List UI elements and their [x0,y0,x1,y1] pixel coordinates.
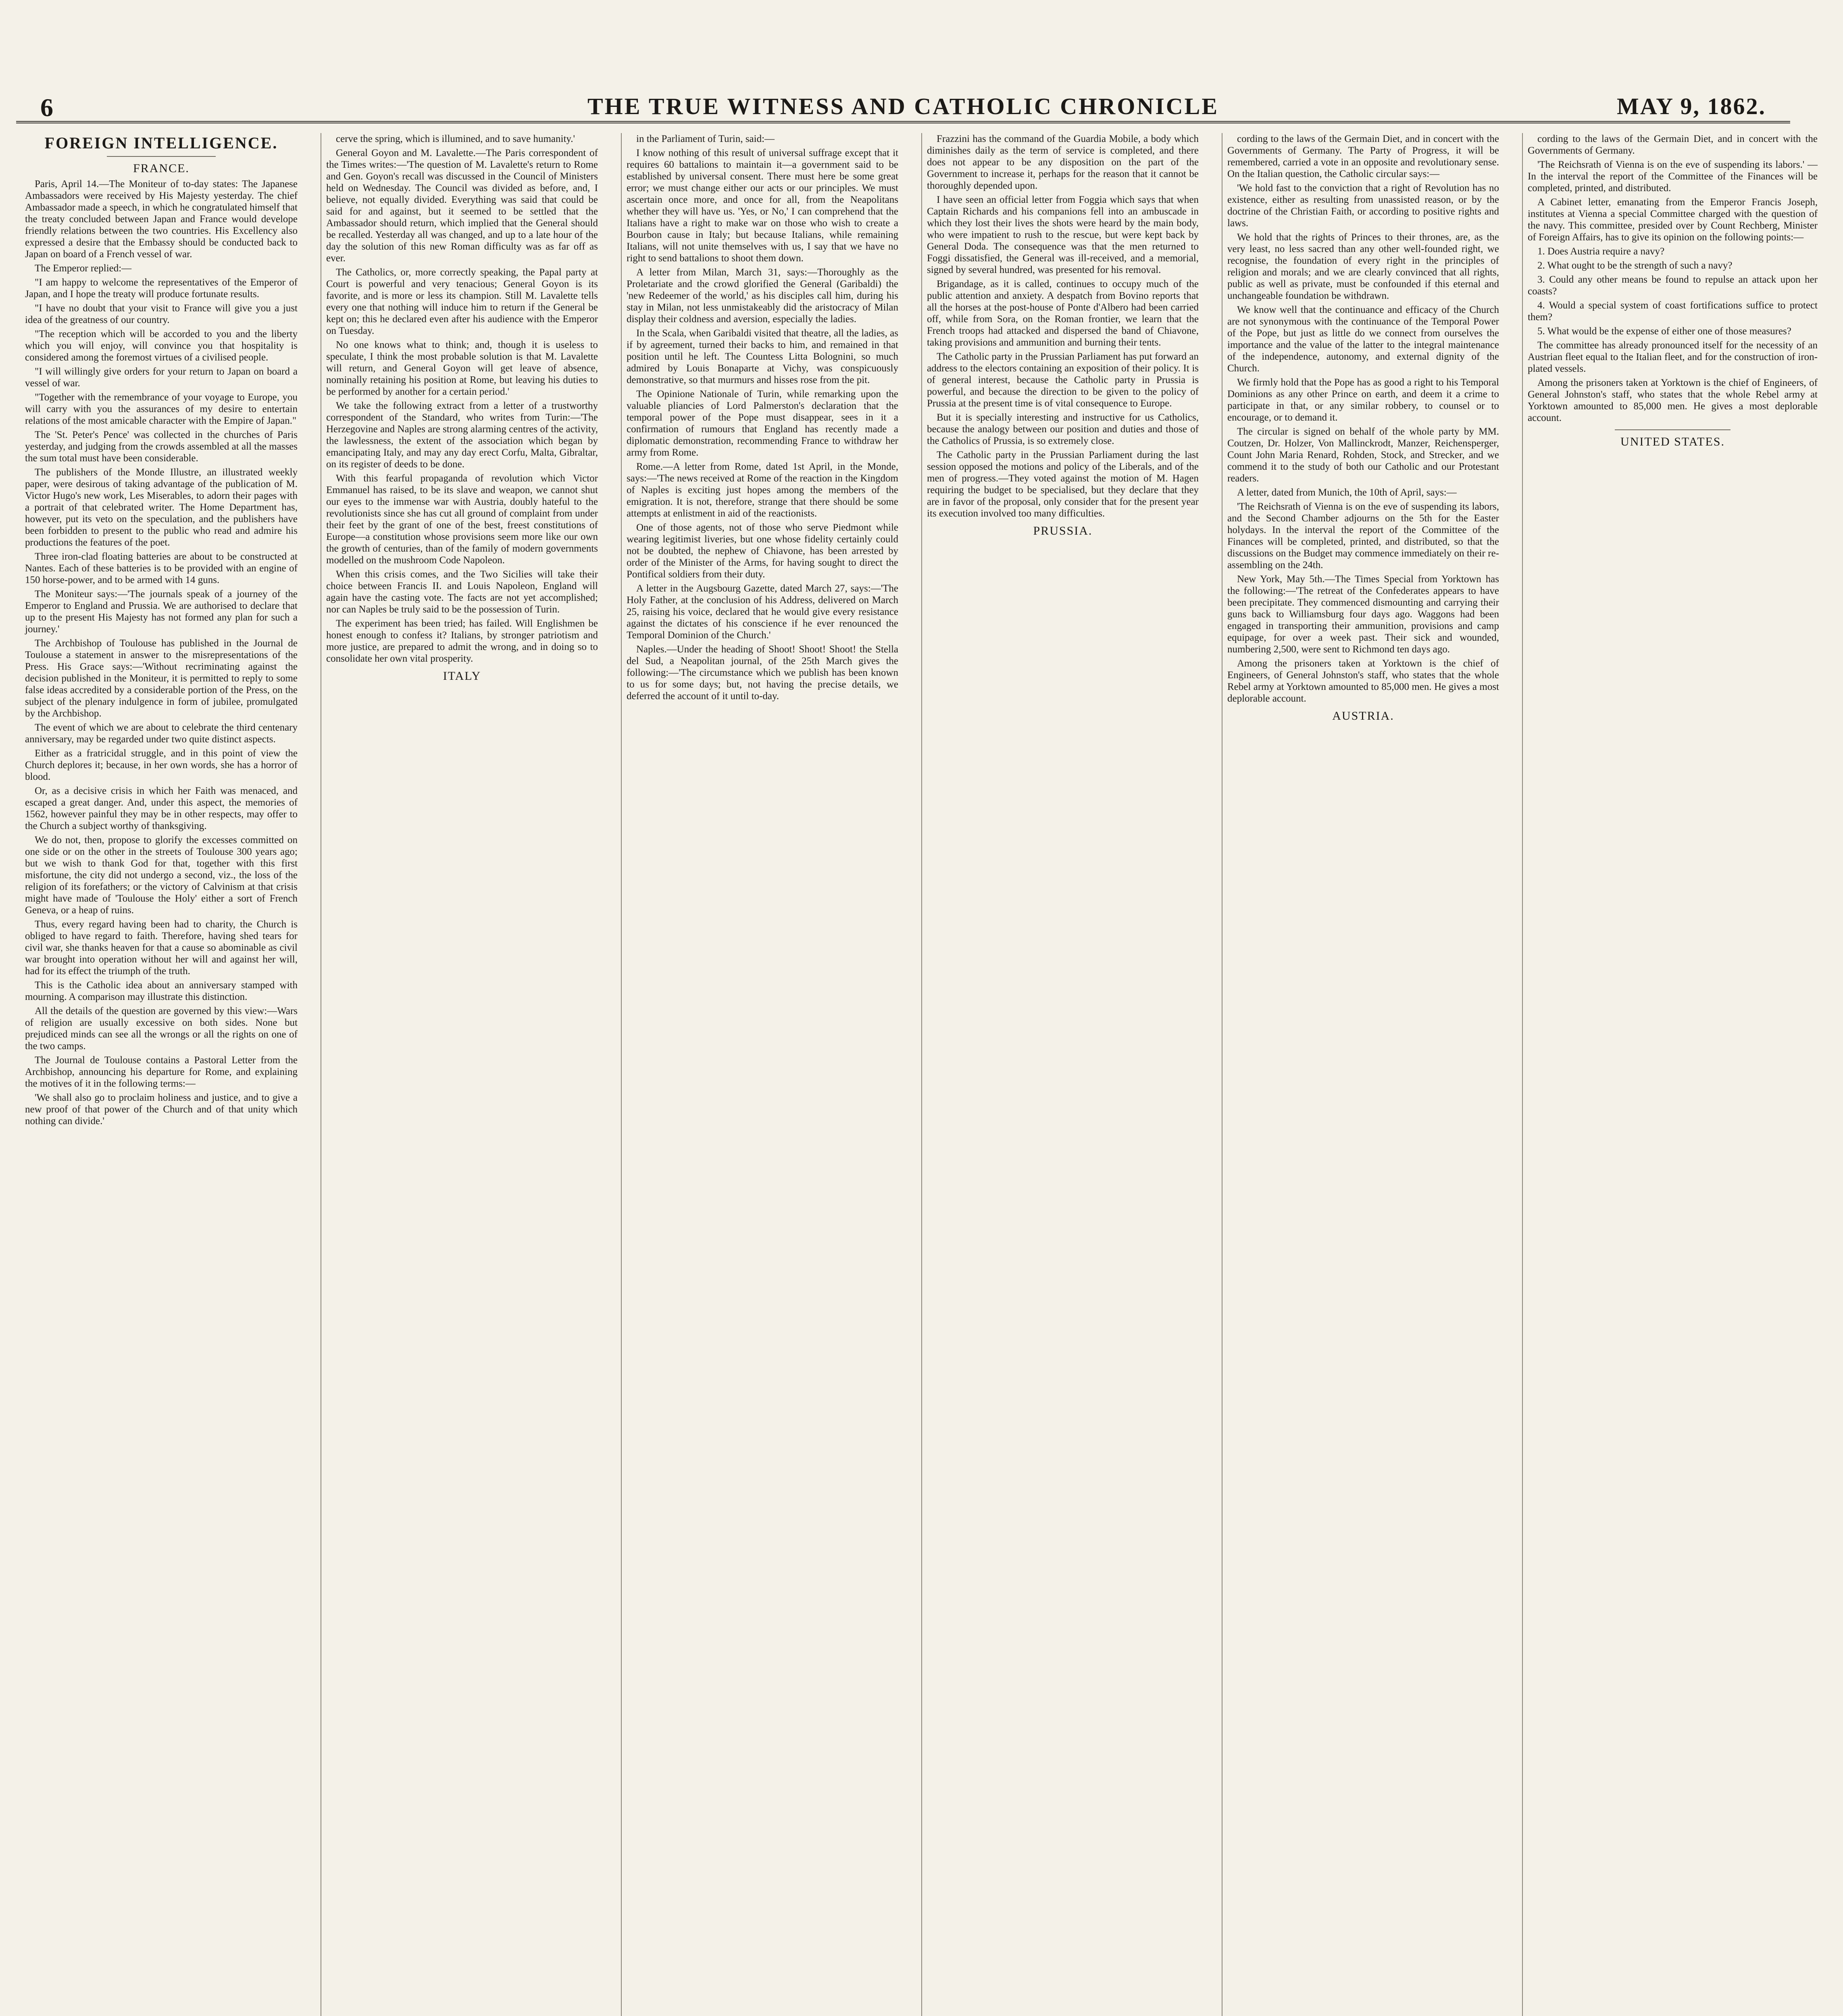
column-body [25,178,298,1127]
article-paragraph: 3. Could any other means be found to repulse an attack upon her coasts? [1528,274,1818,297]
column-1 [20,133,302,2016]
article-paragraph: Brigandage, as it is called, continues to occupy much of the public attention and anxiety. A despatch from Bovino reports that all the horses at the post-house of Ponte d'Albero had been carried off, while from Sora, on the Roman frontier, we learn that the French troops had attacked and dispersed the band of Chiavone, taking provisions and ammunition and burning their tents. [927,279,1199,348]
divider [107,156,216,157]
column-5 [1222,133,1504,2016]
column-body [1227,133,1499,704]
article-paragraph: "Together with the remembrance of your voyage to Europe, you will carry with you the assurances of my desire to entertain relations of the most amicable character with the Empire of Japan." [25,392,298,426]
column-body [927,133,1199,519]
divider [1615,429,1731,430]
article-paragraph: Thus, every regard having been had to charity, the Church is obliged to have regard to faith. Therefore, having shed tears for civil war, she thanks heaven for that a cause so abominable as civil war brought into operation without her will and against her will, had for its effect the triumph of the truth. [25,919,298,977]
article-paragraph: The Emperor replied:— [35,263,132,274]
newspaper-title: THE TRUE WITNESS AND CATHOLIC CHRONICLE [587,93,1219,119]
section-heading-foreign: FOREIGN INTELLIGENCE. [44,134,278,152]
column-2 [321,133,603,2016]
article-paragraph: Paris, April 14.—The Moniteur of to-day states: The Japanese Ambassadors were received by His Majesty yesterday. The chief Ambassador made a speech, in which he congratulated himself that the treaty concluded between Japan and France would develope friendly relations between the two countries. His Excellency also expressed a desire that the Embassy should be conducted back to Japan on board of a French vessel of war. [25,179,298,260]
article-paragraph: A letter, dated from Munich, the 10th of April, says:— [1237,487,1457,498]
column-4 [921,133,1204,2016]
page-number: 6 [40,93,53,122]
article-paragraph: We take the following extract from a letter of a trustworthy correspondent of the Standard, who writes from Turin:—'The Herzegovine and Naples are strong alarming centres of the activity, the lawlessness, the extent of the association which began by emancipating Italy, and may any day erect Corfu, Malta, Gibraltar, on its register of deeds to be done. [326,400,598,470]
article-paragraph: 5. What would be the expense of either one of those measures? [1537,326,1791,337]
article-paragraph: We firmly hold that the Pope has as good a right to his Temporal Dominions as any other Prince on earth, and deem it a crime to participate in that, or any similar robbery, to counsel or to encourage, or to demand it. [1227,377,1499,423]
article-paragraph: When this crisis comes, and the Two Sicilies will take their choice between Francis II. and Louis Napoleon, England will again have the casting vote. The facts are not yet accomplished; nor can Naples be truly said to be the possession of Turin. [326,569,598,615]
article-paragraph: Frazzini has the command of the Guardia Mobile, a body which diminishes daily as the term of service is completed, and there does not appear to be any disposition on the part of the Government to increase it, perhaps for the reason that it cannot be thoroughly depended upon. [927,133,1199,191]
column-body [627,133,898,702]
article-paragraph: 'We hold fast to the conviction that a right of Revolution has no existence, either as resulting from unassisted reason, or by the doctrine of the Christian Faith, or according to positive rights and laws. [1227,183,1499,229]
article-paragraph: The Catholic party in the Prussian Parliament has put forward an address to the electors containing an exposition of their policy. It is of general interest, because the Catholic party in Prussia is powerful, and because the direction to be given to the policy of Prussia at the present time is of vital consequence to Europe. [927,351,1199,409]
article-paragraph: The Moniteur says:—'The journals speak of a journey of the Emperor to England and Prussia. We are authorised to declare that up to the present His Majesty has not formed any plan for such a journey.' [25,589,298,635]
article-paragraph: The experiment has been tried; has failed. Will Englishmen be honest enough to confess it? Italians, by stronger patriotism and more justice, are prepared to admit the wrong, and in doing so to consolidate her own vital prosperity. [326,618,598,664]
section-heading-italy: ITALY [443,669,481,683]
article-paragraph: No one knows what to think; and, though it is useless to speculate, I think the most probable solution is that M. Lavalette will return, and General Goyon will get leave of absence, nominally retaining his position at Rome, but leaving his duties to be performed by another for a certain period.' [326,339,598,397]
column-body [326,133,598,664]
article-paragraph: But it is specially interesting and instructive for us Catholics, because the analogy between our position and duties and those of the Catholics of Prussia, is so extremely close. [927,412,1199,446]
article-paragraph: We know well that the continuance and efficacy of the Church are not synonymous with the continuance of the Temporal Power of the Pope, but just as little do we connect from ourselves the importance and the value of the latter to the integral maintenance of the independence, autonomy, and external dignity of the Church. [1227,304,1499,374]
article-paragraph: Either as a fratricidal struggle, and in this point of view the Church deplores it; because, in her own words, she has a horror of blood. [25,748,298,782]
issue-date: MAY 9, 1862. [1616,93,1766,119]
article-paragraph: The Opinione Nationale of Turin, while remarking upon the valuable pliancies of Lord Palmerston's declaration that the temporal power of the Pope must disappear, sees in it a confirmation of rumours that England has recently made a diplomatic demonstration, recommending France to withdraw her army from Rome. [627,389,898,458]
article-paragraph: 'The Reichsrath of Vienna is on the eve of suspending its labors.' — In the interval the report of the Committee of the Finances will be completed, printed, and distributed. [1528,159,1818,194]
masthead [16,93,1790,123]
article-paragraph: The event of which we are about to celebrate the third centenary anniversary, may be regarded under two quite distinct aspects. [25,722,298,745]
article-paragraph: "I will willingly give orders for your return to Japan on board a vessel of war. [25,366,298,389]
article-paragraph: cording to the laws of the Germain Diet, and in concert with the Governments of Germany. [1528,133,1818,156]
article-paragraph: "I am happy to welcome the representatives of the Emperor of Japan, and I hope the treaty will produce fortunate results. [25,277,298,300]
article-paragraph: Three iron-clad floating batteries are about to be constructed at Nantes. Each of these batteries is to be provided with an engine of 150 horse-power, and to be armed with 14 guns. [25,551,298,585]
article-paragraph: In the Scala, when Garibaldi visited that theatre, all the ladies, as if by agreement, turned their backs to him, and remained in that position until he left. The Countess Litta Bolognini, so much admired by Louis Bonaparte at Vichy, was conspicuously demonstrative, so that murmurs and hisses rose from the pit. [627,328,898,385]
article-paragraph: The Catholics, or, more correctly speaking, the Papal party at Court is powerful and very tenacious; General Goyon is its favorite, and is more or less its champion. Still M. Lavalette tells every one that nothing will induce him to return if the General be kept on; this he declared even after his audience with the Emperor on Tuesday. [326,267,598,336]
article-paragraph: Among the prisoners taken at Yorktown is the chief of Engineers, of General Johnston's staff, who states that the whole Rebel army at Yorktown amounted to 85,000 men. He gives a most deplorable account. [1227,658,1499,704]
article-paragraph: One of those agents, not of those who serve Piedmont while wearing legitimist liveries, but one whose fidelity certainly could not be doubted, the nephew of Chiavone, has been arrested by order of the Minister of the Arms, for having sought to direct the Pontifical soldiers from their duty. [627,522,898,580]
article-paragraph: cording to the laws of the Germain Diet, and in concert with the Governments of Germany. The Party of Progress, it will be remembered, carried a vote in an opposite and revolutionary sense. On the Italian question, the Catholic circular says:— [1227,133,1499,179]
article-paragraph: The circular is signed on behalf of the whole party by MM. Coutzen, Dr. Holzer, Von Mallinckrodt, Manzer, Reichensperger, Count John Maria Renard, Rohden, Stock, and Strecker, and we commend it to the study of both our Catholic and our Protestant readers. [1227,426,1499,484]
column-6 [1522,133,1822,2016]
article-paragraph: The Archbishop of Toulouse has published in the Journal de Toulouse a statement in answer to the misrepresentations of the Press. His Grace says:—'Without recriminating against the decision published in the Moniteur, it is permitted to reply to some false ideas accredited by a considerable portion of the Press, on the subject of the plenary indulgence in form of jubilee, promulgated by the Archbishop. [25,638,298,719]
section-heading-united-states: UNITED STATES. [1620,435,1725,448]
section-heading-france: FRANCE. [133,162,190,175]
article-paragraph: The 'St. Peter's Pence' was collected in the churches of Paris yesterday, and judging from the crowds assembled at all the masses the sum total must have been considerable. [25,429,298,464]
article-paragraph: With this fearful propaganda of revolution which Victor Emmanuel has raised, to be its slave and weapon, we cannot shut our eyes to the immense war with Austria, doubly hateful to the revolutionists since she has cut all ground of complaint from under their feet by the grant of one of the best, freest constitutions of Europe—a constitution whose provisions seem more like our own the growth of centuries, than of the family of modern governments modelled on the mushroom Code Napoleon. [326,473,598,566]
article-paragraph: A letter from Milan, March 31, says:—Thoroughly as the Proletariate and the crowd glorified the General (Garibaldi) the 'new Redeemer of the world,' as his disciples call him, during his stay in Milan, not less unmistakeably did the aristocracy of Milan display their coldness and aversion, especially the ladies. [627,267,898,325]
article-paragraph: Rome.—A letter from Rome, dated 1st April, in the Monde, says:—'The news received at Rome of the reaction in the Kingdom of Naples is exciting just hopes among the members of the emigration. It is not, therefore, strange that there should be some attempts at enlistment in aid of the reactionists. [627,461,898,519]
article-paragraph: We hold that the rights of Princes to their thrones, are, as the very least, no less sacred than any other well-founded right, we recognise, the foundation of every right in the principles of religion and morals; and we are clearly convinced that all rights, public as well as private, must be confounded if this eternal and unchangeable foundation be withdrawn. [1227,232,1499,301]
column-body [1528,133,1818,424]
article-paragraph: "I have no doubt that your visit to France will give you a just idea of the greatness of our country. [25,303,298,325]
article-paragraph: A letter in the Augsbourg Gazette, dated March 27, says:—'The Holy Father, at the conclusion of his Address, delivered on March 25, raising his voice, declared that he would give every resistance against the dictates of his conscience if he ever renounced the Temporal Dominion of the Church.' [627,583,898,641]
article-paragraph: This is the Catholic idea about an anniversary stamped with mourning. A comparison may illustrate this distinction. [25,980,298,1002]
article-paragraph: Or, as a decisive crisis in which her Faith was menaced, and escaped a great danger. And, under this aspect, the memories of 1562, however painful they may be in other respects, may offer to the Church a subject worthy of thanksgiving. [25,785,298,831]
article-paragraph: The Catholic party in the Prussian Parliament during the last session opposed the motions and policy of the Liberals, and of the men of progress.—They voted against the motion of M. Hagen requiring the budget to be specialised, but they declare that they are in favor of the proposal, only consider that for the present year its execution involved too many difficulties. [927,450,1199,519]
article-paragraph: I have seen an official letter from Foggia which says that when Captain Richards and his companions fell into an ambuscade in which they lost their lives the shots were heard by the main body, who were impatient to rush to the rescue, but were kept back by General Doda. The consequence was that the men returned to Foggi dissatisfied, the General was ill-received, and a memorial, signed by several hundred, was presented for his removal. [927,194,1199,275]
article-paragraph: All the details of the question are governed by this view:—Wars of religion are usually excessive on both sides. None but prejudiced minds can see all the wrongs or all the rights on one of the two camps. [25,1006,298,1052]
article-paragraph: General Goyon and M. Lavalette.—The Paris correspondent of the Times writes:—'The question of M. Lavalette's return to Rome and Gen. Goyon's recall was discussed in the Council of Ministers held on Wednesday. The Council was divided as before, and, I believe, not equally divided. Everything was said that could be said for and against, but it seemed to be settled that the Ambassador should return, which implied that the General should be recalled. Yesterday all was changed, and up to a late hour of the day the solution of this new Roman difficulty was as far off as ever. [326,148,598,264]
article-paragraph: 'We shall also go to proclaim holiness and justice, and to give a new proof of that power of the Church and of that unity which nothing can divide.' [25,1092,298,1127]
article-paragraph: New York, May 5th.—The Times Special from Yorktown has the following:—'The retreat of the Confederates appears to have been precipitate. They commenced dismounting and carrying their guns back to Williamsburg four days ago. Waggons had been engaged in transporting their ammunition, provisions and camp equipage, for over a week past. Their sick and wounded, numbering 2,500, were sent to Richmond ten days ago. [1227,574,1499,655]
article-paragraph: "The reception which will be accorded to you and the liberty which you will enjoy, will convince you that hospitality is considered among the foremost virtues of a civilised people. [25,329,298,363]
column-3 [621,133,903,2016]
article-paragraph: The publishers of the Monde Illustre, an illustrated weekly paper, were desirous of taking advantage of the publication of M. Victor Hugo's new work, Les Miserables, to adorn their pages with a portrait of that celebrated writer. The Home Department has, however, put its veto on the speculation, and the publishers have been forbidden to present to the public who read and admire his productions the features of the poet. [25,467,298,548]
article-paragraph: A Cabinet letter, emanating from the Emperor Francis Joseph, institutes at Vienna a special Committee charged with the question of the navy. This committee, presided over by Count Rechberg, Minister of Foreign Affairs, has to give its opinion on the following points:— [1528,197,1818,243]
article-paragraph: 4. Would a special system of coast fortifications suffice to protect them? [1528,300,1818,323]
article-paragraph: Naples.—Under the heading of Shoot! Shoot! Shoot! the Stella del Sud, a Neapolitan journal, of the 25th March gives the following:—'The circumstance which we publish has been known to us for some days; but, not having the precise details, we deferred the account of it until to-day. [627,644,898,702]
article-paragraph: We do not, then, propose to glorify the excesses committed on one side or on the other in the streets of Toulouse 300 years ago; but we wish to thank God for that, together with this first misfortune, the city did not undergo a second, viz., the loss of the religion of its forefathers; or the victory of Calvinism at that crisis might have made of 'Toulouse the Holy' either a sort of French Geneva, or a heap of ruins. [25,835,298,916]
article-paragraph: I know nothing of this result of universal suffrage except that it requires 60 battalions to maintain it—a government said to be established by universal consent. There must here be some great error; we must change either our acts or our principles. We must ascertain once more, and once for all, from the Neapolitans whether they will have us. 'Yes, or No,' I can comprehend that the Italians have a right to make war on those who wish to create a Bourbon cause in Italy; but because Italians, while remaining Italians, will not unite themselves with us, I say that we have no right to send battalions to shoot them down. [627,148,898,264]
section-heading-austria: AUSTRIA. [1332,709,1394,723]
article-paragraph: Among the prisoners taken at Yorktown is the chief of Engineers, of General Johnston's staff, who states that the whole Rebel army at Yorktown amounted to 85,000 men. He gives a most deplorable account. [1528,377,1818,423]
article-paragraph: The Journal de Toulouse contains a Pastoral Letter from the Archbishop, announcing his departure for Rome, and explaining the motives of it in the following terms:— [25,1055,298,1089]
article-paragraph: cerve the spring, which is illumined, and to save humanity.' [336,133,575,144]
article-paragraph: The committee has already pronounced itself for the necessity of an Austrian fleet equal to the Italian fleet, and for the construction of iron-plated vessels. [1528,340,1818,374]
article-paragraph: 2. What ought to be the strength of such a navy? [1537,260,1733,271]
article-columns [20,133,1822,2016]
article-paragraph: in the Parliament of Turin, said:— [636,133,775,144]
article-paragraph: 'The Reichsrath of Vienna is on the eve of suspending its labors, and the Second Chamber adjourns on the 5th for the Easter holydays. In the interval the report of the Committee of the Finances will be completed, printed, and distributed, so that the discussions on the Budget may commence immediately on their re-assembling on the 24th. [1227,501,1499,571]
article-paragraph: 1. Does Austria require a navy? [1537,246,1665,257]
section-heading-prussia: PRUSSIA. [1033,524,1093,537]
